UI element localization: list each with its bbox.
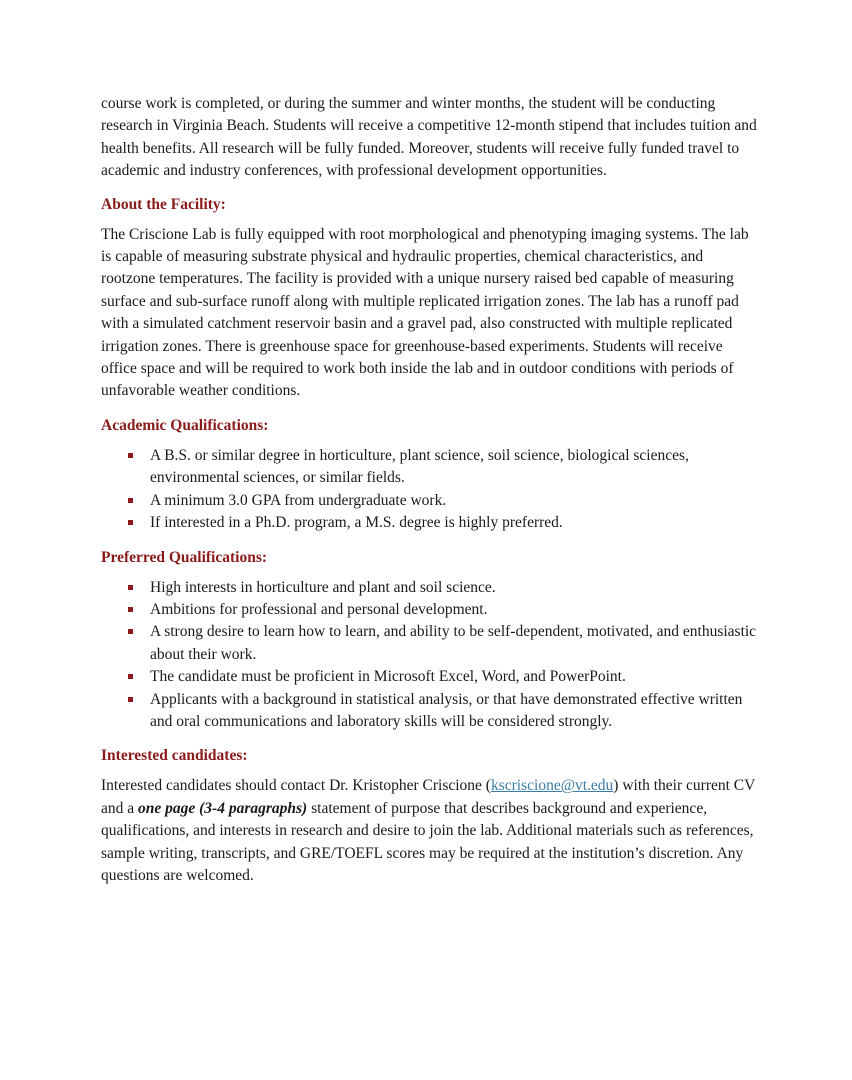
- page-length-emphasis: one page (3-4 paragraphs): [138, 799, 308, 817]
- list-item: [101, 666, 761, 688]
- list-item-text: High interests in horticulture and plant and soil science.: [150, 578, 496, 596]
- list-item-text: If interested in a Ph.D. program, a M.S. degree is highly preferred.: [150, 514, 563, 532]
- list-item-text: Ambitions for professional and personal development.: [150, 600, 488, 618]
- contact-paragraph: [101, 775, 761, 887]
- list-item-text: A strong desire to learn how to learn, and ability to be self-dependent, motivated, and enthusiastic about their work.: [150, 623, 757, 663]
- facility-heading: About the Facility:: [101, 195, 226, 213]
- list-item: [101, 512, 761, 534]
- list-item: [101, 621, 761, 666]
- bullet-icon: [128, 607, 133, 612]
- contact-heading: Interested candidates:: [101, 747, 248, 765]
- email-link[interactable]: kscriscione@vt.edu: [490, 777, 614, 795]
- bullet-icon: [128, 498, 133, 503]
- facility-paragraph: The Criscione Lab is fully equipped with root morphological and phenotyping imaging systems. The lab is capable of measuring substrate physical and hydraulic properties, chemical characteristics, and rootzone temperatures. The facility is provided with a unique nursery raised bed capable of measuring surface and sub-surface runoff along with multiple replicated irrigation zones. The lab has a runoff pad with a simulated catchment reservoir basin and a gravel pad, also constructed with multiple replicated irrigation zones. There is greenhouse space for greenhouse-based experiments. Students will receive office space and will be required to work both inside the lab and in outdoor conditions with periods of unfavorable weather conditions.: [101, 225, 749, 400]
- bullet-icon: [128, 697, 133, 702]
- list-item: [101, 689, 761, 734]
- document-page: [101, 93, 761, 887]
- bullet-icon: [128, 453, 133, 458]
- list-item-text: The candidate must be proficient in Microsoft Excel, Word, and PowerPoint.: [150, 668, 626, 686]
- list-item-text: Applicants with a background in statistical analysis, or that have demonstrated effective written and oral communications and laboratory skills will be considered strongly.: [150, 690, 743, 730]
- preferred-list: [101, 577, 761, 734]
- contact-text-start: Interested candidates should contact Dr. Kristopher Criscione (: [101, 777, 491, 795]
- bullet-icon: [128, 520, 133, 525]
- list-item-text: A B.S. or similar degree in horticulture, plant science, soil science, biological sciences, environmental sciences, or similar fields.: [150, 446, 689, 487]
- contact-text-middle: ) with their current CV and a: [101, 777, 756, 817]
- bullet-icon: [128, 629, 133, 634]
- list-item: [101, 599, 761, 621]
- list-item: [101, 445, 761, 490]
- academic-heading: Academic Qualifications:: [101, 416, 269, 434]
- academic-list: [101, 445, 761, 535]
- list-item: [101, 490, 761, 512]
- intro-paragraph: course work is completed, or during the summer and winter months, the student will be conducting research in Virginia Beach. Students will receive a competitive 12-month stipend that includes tuition and health benefits. All research will be fully funded. Moreover, students will receive fully funded travel to academic and industry conferences, with professional development opportunities.: [101, 95, 757, 180]
- contact-text-end: statement of purpose that describes background and experience, qualifications, and interests in research and desire to join the lab. Additional materials such as references, sample writing, transcripts, and GRE/TOEFL scores may be required at the institution’s discretion. Any questions are welcomed.: [101, 799, 754, 884]
- list-item: [101, 577, 761, 599]
- list-item-text: A minimum 3.0 GPA from undergraduate work.: [150, 491, 447, 509]
- bullet-icon: [128, 585, 133, 590]
- bullet-icon: [128, 674, 133, 679]
- preferred-heading: Preferred Qualifications:: [101, 548, 268, 566]
